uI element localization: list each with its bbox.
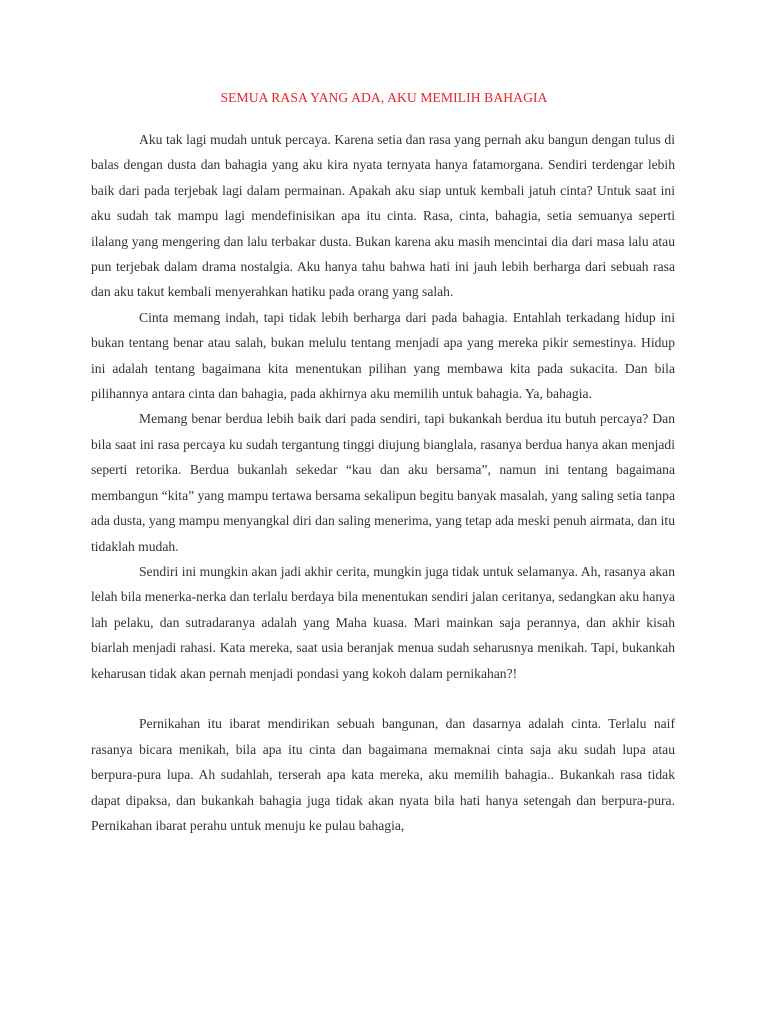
document-title: SEMUA RASA YANG ADA, AKU MEMILIH BAHAGIA <box>220 90 548 105</box>
paragraph-4: Sendiri ini mungkin akan jadi akhir cerita, mungkin juga tidak untuk selamanya. Ah, rasanya akan lelah bila menerka-nerka dan terlalu berdaya bila menentukan sendiri jalan ceritanya, sedangkan aku hanya lah pelaku, dan sutradaranya adalah yang Maha kuasa. Mari mainkan saja perannya, dan akhir kisah biarlah menjadi rahasi. Kata mereka, saat usia beranjak menua sudah seharusnya menikah. Tapi, bukankah keharusan tidak akan pernah menjadi pondasi yang kokoh dalam pernikahan?! <box>91 563 675 681</box>
paragraph-5: Pernikahan itu ibarat mendirikan sebuah bangunan, dan dasarnya adalah cinta. Terlalu naif rasanya bicara menikah, bila apa itu cinta dan bagaimana memaknai cinta saja aku sudah lupa atau berpura-pura lupa. Ah sudahlah, terserah apa kata mereka, aku memilih bahagia.. Bukankah rasa tidak dapat dipaksa, dan bukankah bahagia juga tidak akan nyata bila hati hanya setengah dan berpura-pura. Pernikahan ibarat perahu untuk menuju ke pulau bahagia, <box>91 716 675 833</box>
paragraph-3: Memang benar berdua lebih baik dari pada sendiri, tapi bukankah berdua itu butuh percaya? Dan bila saat ini rasa percaya ku sudah tergantung tinggi diujung bianglala, rasanya berdua hanya akan menjadi seperti retorika. Berdua bukanlah sekedar “kau dan aku bersama”, namun ini tentang bagaimana membangun “kita” yang mampu tertawa bersama sekalipun begitu banyak masalah, yang saling setia tanpa ada dusta, yang mampu menyangkal diri dan saling menerima, yang tetap ada meski penuh airmata, dan itu tidaklah mudah. <box>91 411 675 554</box>
paragraph-1: Aku tak lagi mudah untuk percaya. Karena setia dan rasa yang pernah aku bangun dengan tulus di balas dengan dusta dan bahagia yang aku kira nyata ternyata hanya fatamorgana. Sendiri terdengar lebih baik dari pada terjebak lagi dalam permainan. Apakah aku siap untuk kembali jatuh cinta? Untuk saat ini aku sudah tak mampu lagi mendefinisikan apa itu cinta. Rasa, cinta, bahagia, setia semuanya seperti ilalang yang mengering dan lalu terbakar dusta. Bukan karena aku masih mencintai dia dari masa lalu atau pun terjebak dalam drama nostalgia. Aku hanya tahu bahwa hati ini jauh lebih berharga dari sebuah rasa dan aku takut kembali menyerahkan hatiku pada orang yang salah. <box>91 132 675 300</box>
paragraph-2: Cinta memang indah, tapi tidak lebih berharga dari pada bahagia. Entahlah terkadang hidup ini bukan tentang benar atau salah, bukan melulu tentang menjadi apa yang mereka pikir semestinya. Hidup ini adalah tentang bagaimana kita menentukan pilihan yang membawa kita pada sukacita. Dan bila pilihannya antara cinta dan bahagia, pada akhirnya aku memilih untuk bahagia. Ya, bahagia. <box>91 309 675 402</box>
document-body <box>91 127 675 838</box>
